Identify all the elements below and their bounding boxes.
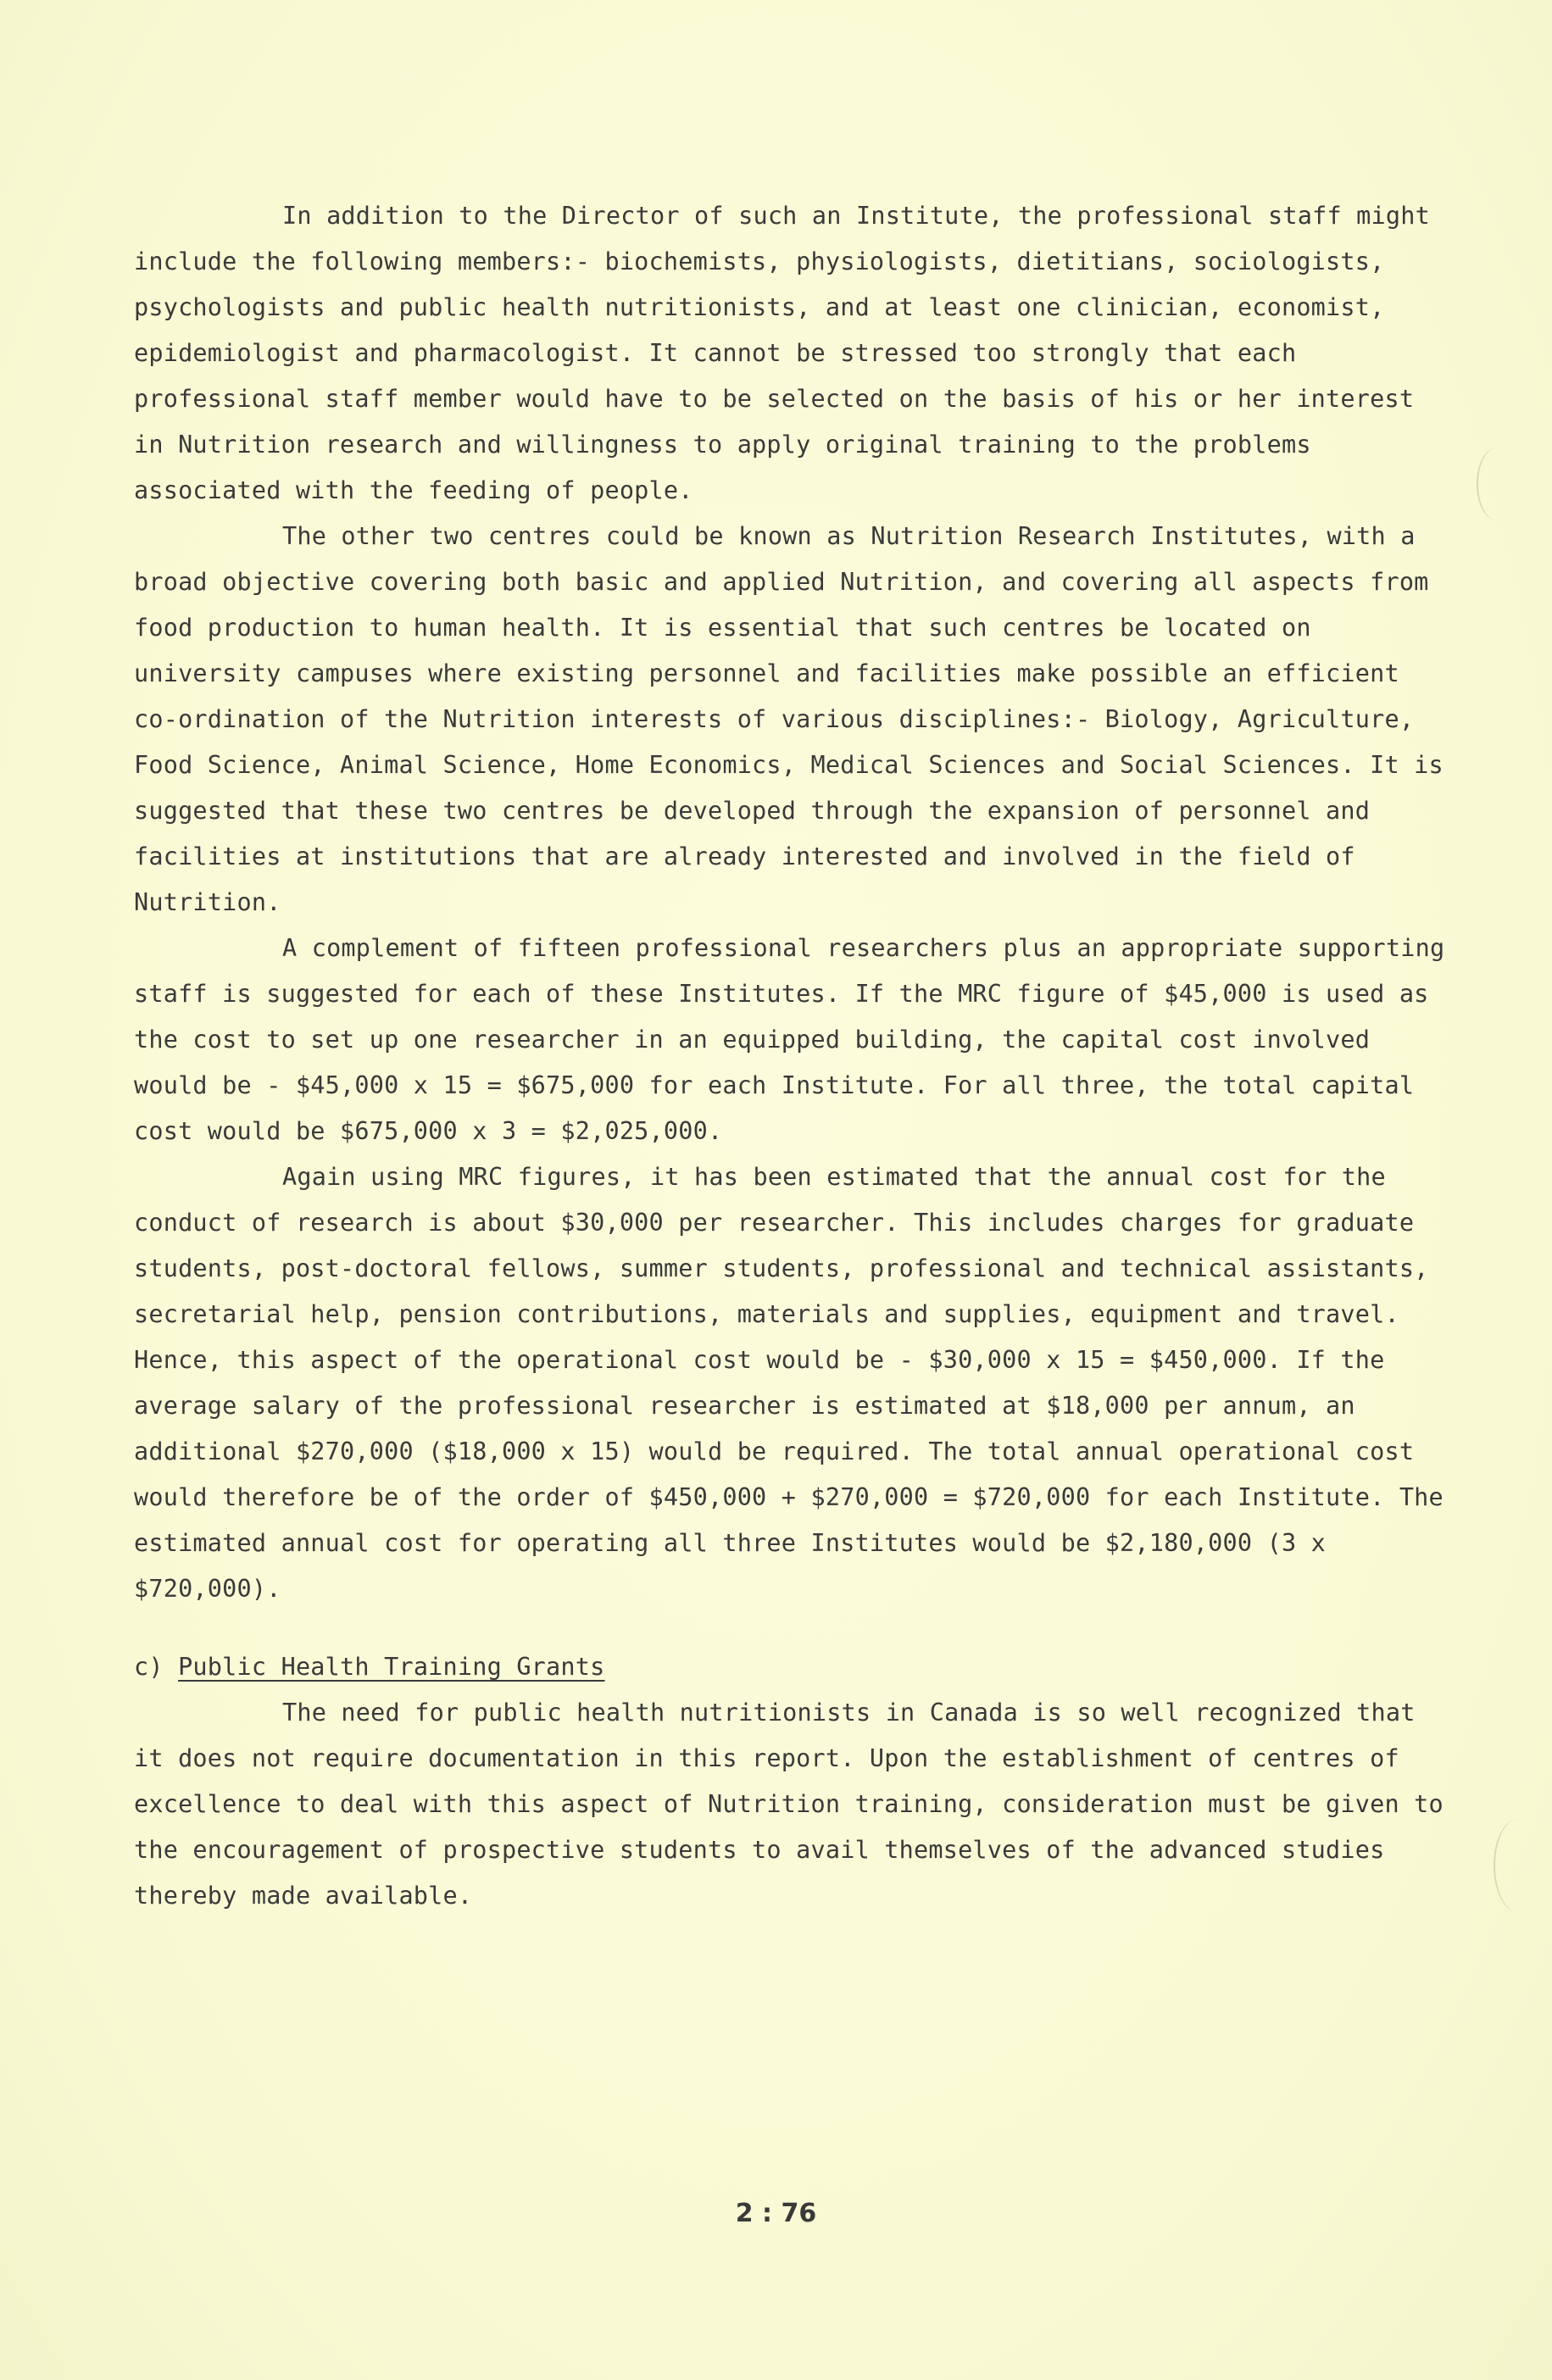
paragraph-staff: In addition to the Director of such an Institute, the professional staff might include the following members:- biochemists, physiologists, dietitians, sociologists, psychologists and public health nutritionists, and at least one clinician, economist, epidemiologist and pharmacologist. It cannot be stressed too strongly that each professional staff member would have to be selected on the basis of his or her interest in Nutrition research and willingness to apply original training to the problems associated with the feeding of people. bbox=[134, 202, 1430, 504]
punch-hole-mark bbox=[1494, 1819, 1543, 1912]
paragraph-capital-cost: A complement of fifteen professional researchers plus an appropriate supporting staff is suggested for each of these Institutes. If the MRC figure of $45,000 is used as the cost to set up one researcher in an equipped building, the capital cost involved would be - $45,000 x 15 = $675,000 for each Institute. For all three, the total capital cost would be $675,000 x 3 = $2,025,000. bbox=[134, 934, 1445, 1145]
paragraph-public-health: The need for public health nutritionists in Canada is so well recognized that it does not require documentation in this report. Upon the establishment of centres of excellence to deal with this aspect of Nutrition training, consideration must be given to the encouragement of prospective students to avail themselves of the advanced studies thereby made available. bbox=[134, 1699, 1444, 1910]
section-c-heading bbox=[134, 1644, 1456, 1690]
paragraph-research-institutes: The other two centres could be known as Nutrition Research Institutes, with a broad objective covering both basic and applied Nutrition, and covering all aspects from food production to human health. It is essential that such centres be located on university campuses where existing personnel and facilities make possible an efficient co-ordination of the Nutrition interests of various disciplines:- Biology, Agriculture, Food Science, Animal Science, Home Economics, Medical Sciences and Social Sciences. It is suggested that these two centres be developed through the expansion of personnel and facilities at institutions that are already interested and involved in the field of Nutrition. bbox=[134, 522, 1444, 916]
punch-hole-mark bbox=[1477, 448, 1517, 520]
paragraph-operational-cost: Again using MRC figures, it has been estimated that the annual cost for the conduct of research is about $30,000 per researcher. This includes charges for graduate students, post-doctoral fellows, summer students, professional and technical assistants, secretarial help, pension contributions, materials and supplies, equipment and travel. Hence, this aspect of the operational cost would be - $30,000 x 15 = $450,000. If the average salary of the professional researcher is estimated at $18,000 per annum, an additional $270,000 ($18,000 x 15) would be required. The total annual operational cost would therefore be of the order of $450,000 + $270,000 = $720,000 for each Institute. The estimated annual cost for operating all three Institutes would be $2,180,000 (3 x $720,000). bbox=[134, 1163, 1444, 1603]
page-number: 2 : 76 bbox=[735, 2199, 817, 2228]
section-c-title: Public Health Training Grants bbox=[178, 1653, 605, 1681]
section-c-label: c) bbox=[134, 1653, 164, 1681]
body-text bbox=[134, 193, 1456, 1919]
